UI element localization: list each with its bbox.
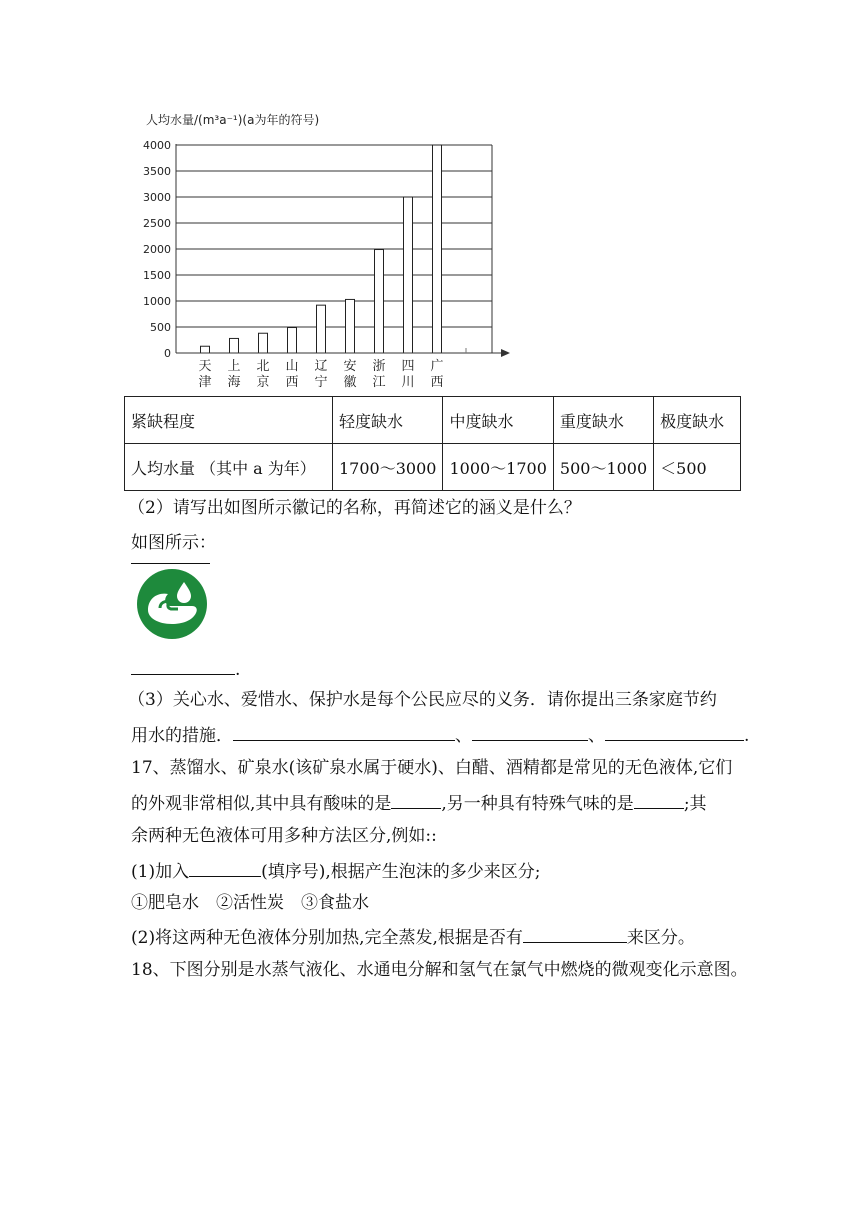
x-category-labels <box>198 358 443 390</box>
x-label-山西: 山 <box>285 359 299 374</box>
x-label-广西: 广 <box>430 359 444 374</box>
question-17-part-2 <box>131 924 695 950</box>
answer-blank[interactable] <box>131 656 235 675</box>
question-3-text: （3）关心水、爱惜水、保护水是每个公民应尽的义务．请你提出三条家庭节约 <box>128 690 717 710</box>
table-cell: 1700～3000 <box>333 444 443 491</box>
x-label-辽宁: 辽 <box>314 359 328 374</box>
label: 的外观非常相似,其中具有酸味的是 <box>131 794 392 814</box>
answer-blank-odor[interactable] <box>634 790 684 809</box>
y-tick-label: 1500 <box>143 269 171 282</box>
bar-四川 <box>404 197 413 353</box>
bar-广西 <box>433 145 442 353</box>
label: (1)加入 <box>131 862 190 882</box>
bar-北京 <box>259 333 268 353</box>
table-cell: 人均水量 （其中 a 为年） <box>125 444 333 491</box>
period: . <box>744 726 750 746</box>
table-cell: 重度缺水 <box>553 397 653 444</box>
label: 来区分。 <box>626 928 695 948</box>
chart-title: 人均水量/(m³a⁻¹)(a为年的符号) <box>146 113 320 127</box>
answer-blank-1[interactable] <box>233 722 455 741</box>
question-18-text: 18、下图分别是水蒸气液化、水通电分解和氢气在氯气中燃烧的微观变化示意图。 <box>131 960 748 980</box>
x-label-四川: 川 <box>401 375 415 390</box>
question-17-line-3: 余两种无色液体可用多种方法区分,例如:: <box>131 826 437 846</box>
question-2-text: （2）请写出如图所示徽记的名称，再简述它的涵义是什么？ <box>128 498 581 518</box>
question-17-part-1 <box>131 858 541 884</box>
table-header-row <box>125 397 741 444</box>
y-tick-labels <box>143 139 171 360</box>
label: 用水的措施． <box>131 726 233 746</box>
answer-line-emblem <box>131 656 240 682</box>
label: ,另一种具有特殊气味的是 <box>441 794 634 814</box>
x-label-浙江: 江 <box>372 375 386 390</box>
x-label-上海: 海 <box>227 375 241 390</box>
label: (2)将这两种无色液体分别加热,完全蒸发,根据是否有 <box>131 928 523 948</box>
question-17-line-2 <box>131 790 707 816</box>
y-tick-label: 500 <box>150 321 171 334</box>
table-cell: 500～1000 <box>553 444 653 491</box>
y-tick-label: 3000 <box>143 191 171 204</box>
water-per-capita-chart <box>140 108 520 393</box>
x-axis-arrow-icon <box>501 349 510 357</box>
table-cell: ＜500 <box>654 444 741 491</box>
x-label-安徽: 安 <box>343 359 357 374</box>
bar-天津 <box>201 346 210 353</box>
table-cell: 中度缺水 <box>443 397 553 444</box>
y-tick-label: 3500 <box>143 165 171 178</box>
x-label-广西: 西 <box>430 375 444 390</box>
period: . <box>235 660 241 680</box>
chart-grid <box>176 145 492 353</box>
x-label-上海: 上 <box>227 359 241 374</box>
x-label-四川: 四 <box>401 359 415 374</box>
answer-blank-residue[interactable] <box>523 924 627 943</box>
water-scarcity-table <box>124 396 741 491</box>
x-label-天津: 津 <box>198 375 212 390</box>
question-17-options: ①肥皂水 ②活性炭 ③食盐水 <box>131 893 369 913</box>
x-label-山西: 西 <box>285 375 299 390</box>
x-label-天津: 天 <box>198 359 212 374</box>
separator: 、 <box>455 726 472 746</box>
answer-blank-3[interactable] <box>605 722 744 741</box>
label: (填序号),根据产生泡沫的多少来区分; <box>261 862 541 882</box>
water-saving-emblem-icon <box>134 568 210 640</box>
bar-浙江 <box>375 250 384 353</box>
table-cell: 1000～1700 <box>443 444 553 491</box>
x-label-辽宁: 宁 <box>314 375 328 390</box>
x-label-北京: 北 <box>256 359 270 374</box>
answer-blank-acid[interactable] <box>391 790 441 809</box>
answer-blank-top[interactable] <box>131 563 210 564</box>
bar-辽宁 <box>317 305 326 353</box>
y-tick-label: 1000 <box>143 295 171 308</box>
y-tick-label: 2500 <box>143 217 171 230</box>
bar-上海 <box>230 338 239 353</box>
table-cell: 极度缺水 <box>654 397 741 444</box>
table-cell: 轻度缺水 <box>333 397 443 444</box>
label: ;其 <box>683 794 707 814</box>
y-tick-label: 2000 <box>143 243 171 256</box>
x-label-北京: 京 <box>256 375 270 390</box>
x-label-浙江: 浙 <box>372 359 386 374</box>
bar-安徽 <box>346 299 355 353</box>
table-cell: 紧缺程度 <box>125 397 333 444</box>
y-tick-label: 0 <box>164 347 171 360</box>
answer-blank-2[interactable] <box>472 722 588 741</box>
question-3-answer-line <box>131 722 749 748</box>
table-row <box>125 444 741 491</box>
y-tick-label: 4000 <box>143 139 171 152</box>
bar-山西 <box>288 328 297 353</box>
question-17-text: 17、蒸馏水、矿泉水(该矿泉水属于硬水)、白醋、酒精都是常见的无色液体,它们 <box>131 758 733 778</box>
x-label-安徽: 徽 <box>343 375 357 390</box>
question-2-caption: 如图所示： <box>131 533 216 553</box>
answer-blank-reagent[interactable] <box>189 858 261 877</box>
separator: 、 <box>588 726 605 746</box>
